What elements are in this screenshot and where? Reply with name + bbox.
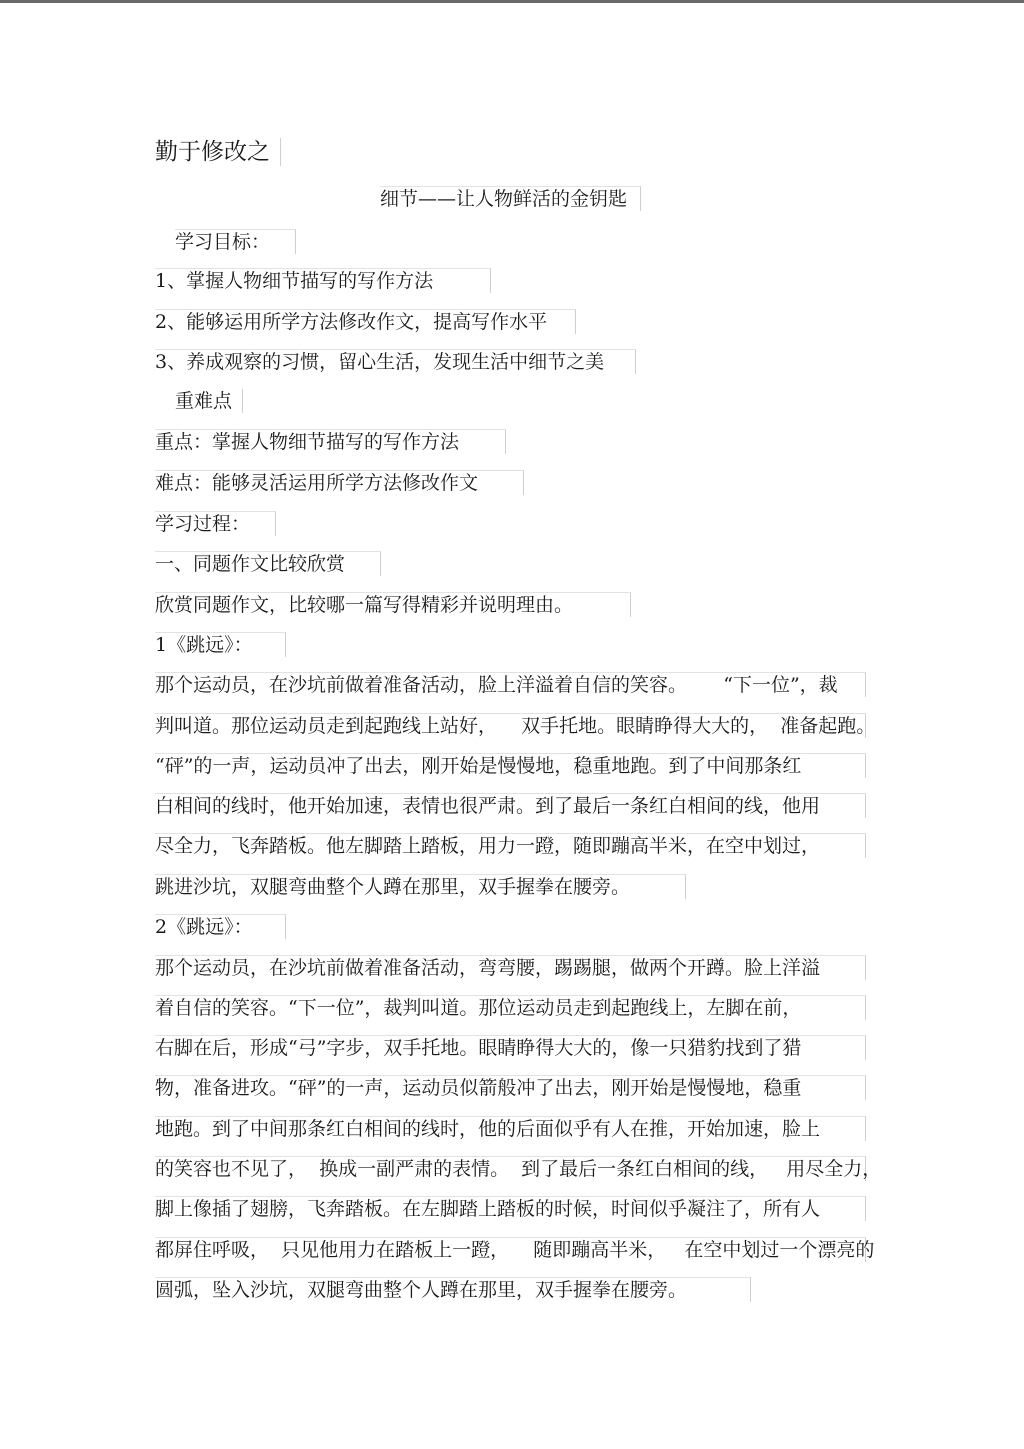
goal-item-3: 3、养成观察的习惯，留心生活，发现生活中细节之美 — [155, 349, 636, 374]
essay-2-line: 脚上像插了翅膀，飞奔踏板。在左脚踏上踏板的时候，时间似乎凝注了，所有人 — [155, 1196, 866, 1221]
instruction-text: 欣赏同题作文，比较哪一篇写得精彩并说明理由。 — [155, 592, 631, 617]
essay-1-label: 1《跳远》： — [155, 632, 286, 657]
essay-2-line: 着自信的笑容。“下一位”，裁判叫道。那位运动员走到起跑线上，左脚在前， — [155, 995, 866, 1020]
essay-1-line: 白相间的线时，他开始加速，表情也很严肃。到了最后一条红白相间的线，他用 — [155, 793, 866, 818]
goals-heading: 学习目标： — [175, 229, 296, 254]
essay-1-line: 跳进沙坑，双腿弯曲整个人蹲在那里，双手握拳在腰旁。 — [155, 874, 686, 899]
document-subtitle: 细节——让人物鲜活的金钥匙 — [380, 186, 641, 211]
essay-2-line: 地跑。到了中间那条红白相间的线时，他的后面似乎有人在推，开始加速，脸上 — [155, 1116, 866, 1141]
keypoint-focus: 重点：掌握人物细节描写的写作方法 — [155, 429, 506, 454]
essay-2-label: 2《跳远》： — [155, 914, 286, 939]
essay-2-line: 的笑容也不见了， 换成一副严肃的表情。 到了最后一条红白相间的线， 用尽全力， — [155, 1158, 882, 1180]
essay-2-line: 物，准备进攻。“砰”的一声，运动员似箭般冲了出去，刚开始是慢慢地，稳重 — [155, 1075, 866, 1100]
essay-2-line: 圆弧，坠入沙坑，双腿弯曲整个人蹲在那里，双手握拳在腰旁。 — [155, 1277, 751, 1302]
document-title: 勤于修改之 — [155, 138, 281, 166]
process-heading: 学习过程： — [155, 511, 276, 536]
essay-1-line: “砰”的一声，运动员冲了出去，刚开始是慢慢地，稳重地跑。到了中间那条红 — [155, 753, 866, 778]
essay-1-line: 判叫道。那位运动员走到起跑线上站好， 双手托地。眼睛睁得大大的， 准备起跑。 — [155, 715, 876, 737]
keypoint-difficulty: 难点：能够灵活运用所学方法修改作文 — [155, 470, 524, 495]
essay-2-line: 右脚在后，形成“弓”字步，双手托地。眼睛睁得大大的，像一只猎豹找到了猎 — [155, 1035, 866, 1060]
essay-1-line: 那个运动员，在沙坑前做着准备活动，脸上洋溢着自信的笑容。 “下一位”，裁 — [155, 672, 866, 697]
essay-2-line: 都屏住呼吸， 只见他用力在踏板上一蹬， 随即蹦高半米， 在空中划过一个漂亮的 — [155, 1239, 875, 1261]
goal-item-2: 2、能够运用所学方法修改作文，提高写作水平 — [155, 309, 576, 334]
top-border-line — [0, 0, 1024, 3]
essay-2-line: 那个运动员，在沙坑前做着准备活动，弯弯腰，踢踢腿，做两个开蹲。脸上洋溢 — [155, 955, 866, 980]
essay-1-line: 尽全力，飞奔踏板。他左脚踏上踏板，用力一蹬，随即蹦高半米，在空中划过， — [155, 833, 866, 858]
goal-item-1: 1、掌握人物细节描写的写作方法 — [155, 268, 491, 293]
keypoints-heading: 重难点 — [175, 389, 243, 413]
section-heading-1: 一、同题作文比较欣赏 — [155, 551, 381, 576]
